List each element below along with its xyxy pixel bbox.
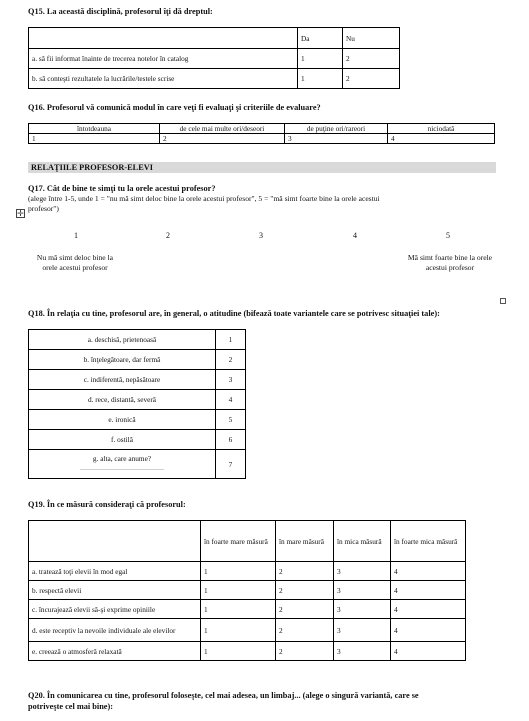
table-row — [29, 330, 246, 350]
q15-header-nu: Nu — [343, 28, 400, 49]
q19-row-b-2[interactable]: 2 — [276, 581, 334, 600]
q15-row-a-label: a. să fii informat înainte de trecerea notelor în catalog — [29, 49, 298, 69]
q15-header-empty — [29, 28, 298, 49]
q16-header-3: de puţine ori/rareori — [285, 124, 388, 134]
q17-scale-1[interactable]: 1 — [74, 231, 78, 240]
table-row — [29, 450, 246, 479]
q19-row-a-1[interactable]: 1 — [201, 562, 276, 581]
table-row — [29, 410, 246, 430]
q17-low-label: Nu mă simt deloc bine la orele acestui profesor — [36, 253, 114, 272]
table-row — [29, 562, 466, 581]
checkbox-icon[interactable] — [500, 298, 506, 304]
q19-row-a-label: a. tratează toţi elevii în mod egal — [29, 562, 201, 581]
q19-header-empty — [29, 521, 201, 562]
q17-scale-4[interactable]: 4 — [353, 231, 357, 240]
q19-row-b-3[interactable]: 3 — [334, 581, 391, 600]
q18-option-d: d. rece, distantă, severă — [29, 390, 216, 410]
q19-row-e-1[interactable]: 1 — [201, 642, 276, 661]
q16-header-4: niciodată — [388, 124, 495, 134]
q19-header-3: în mica măsură — [334, 521, 391, 562]
q19-row-d-label: d. este receptiv la nevoile individuale ale elevilor — [29, 619, 201, 642]
q19-row-e-label: e. creează o atmosferă relaxată — [29, 642, 201, 661]
q19-row-c-label: c. încurajează elevii să-şi exprime opiniile — [29, 600, 201, 619]
q15-title: Q15. La această disciplină, profesorul îţi dă dreptul: — [28, 7, 213, 16]
q17-scale-3[interactable]: 3 — [259, 231, 263, 240]
q18-option-c: c. indiferentă, nepăsătoare — [29, 370, 216, 390]
q17-high-label: Mă simt foarte bine la orele acestui profesor — [407, 253, 493, 272]
q17-instruction-1: (alege între 1-5, unde 1 = "nu mă simt deloc bine la orele acestui profesor", 5 = "mă simt foarte bine la orele acestui — [28, 194, 380, 203]
q19-row-e-2[interactable]: 2 — [276, 642, 334, 661]
q19-row-d-4[interactable]: 4 — [391, 619, 466, 642]
q18-option-a: a. deschisă, prietenoasă — [29, 330, 216, 350]
q18-code-4[interactable]: 4 — [216, 390, 246, 410]
q15-row-b-label: b. să conteşti rezultatele la lucrările/testele scrise — [29, 69, 298, 89]
q15-row-a-da[interactable]: 1 — [298, 49, 343, 69]
q17-scale-2[interactable]: 2 — [166, 231, 170, 240]
q18-option-b: b. înţelegătoare, dar fermă — [29, 350, 216, 370]
q19-row-a-4[interactable]: 4 — [391, 562, 466, 581]
q18-code-6[interactable]: 6 — [216, 430, 246, 450]
q17-instruction-2: profesor") — [28, 204, 59, 213]
q15-header-da: Da — [298, 28, 343, 49]
table-row — [29, 619, 466, 642]
q16-value-2[interactable]: 2 — [160, 134, 285, 144]
q18-table — [28, 329, 246, 479]
q15-row-b-da[interactable]: 1 — [298, 69, 343, 89]
q18-code-5[interactable]: 5 — [216, 410, 246, 430]
q17-title: Q17. Cât de bine te simţi tu la orele acestui profesor? — [28, 184, 216, 193]
q18-option-g-dots[interactable]: …………………………………… — [80, 466, 164, 472]
q20-title-line1: Q20. În comunicarea cu tine, profesorul foloseşte, cel mai adesea, un limbaj... (alege o singură variantă, care se — [28, 691, 419, 700]
q16-value-4[interactable]: 4 — [388, 134, 495, 144]
q15-row-a-nu[interactable]: 2 — [343, 49, 400, 69]
table-row — [29, 642, 466, 661]
q19-header-2: în mare măsură — [276, 521, 334, 562]
q19-row-a-2[interactable]: 2 — [276, 562, 334, 581]
q19-row-d-2[interactable]: 2 — [276, 619, 334, 642]
q15-row-b-nu[interactable]: 2 — [343, 69, 400, 89]
move-handle-icon[interactable]: ✛ — [17, 209, 24, 218]
table-row — [29, 430, 246, 450]
q19-header-4: în foarte mica măsură — [391, 521, 466, 562]
q16-table — [28, 123, 495, 144]
table-row — [29, 581, 466, 600]
q19-row-b-4[interactable]: 4 — [391, 581, 466, 600]
q18-option-g — [29, 450, 216, 479]
table-row — [29, 370, 246, 390]
table-row — [29, 69, 400, 89]
q19-row-c-4[interactable]: 4 — [391, 600, 466, 619]
q19-row-c-2[interactable]: 2 — [276, 600, 334, 619]
q19-row-c-3[interactable]: 3 — [334, 600, 391, 619]
q18-code-7[interactable]: 7 — [216, 450, 246, 479]
q16-value-3[interactable]: 3 — [285, 134, 388, 144]
q16-header-1: întotdeauna — [29, 124, 160, 134]
q20-title-line2: potriveşte cel mai bine): — [28, 702, 114, 711]
q16-header-2: de cele mai multe ori/deseori — [160, 124, 285, 134]
q19-row-c-1[interactable]: 1 — [201, 600, 276, 619]
q19-header-1: în foarte mare măsură — [201, 521, 276, 562]
q19-row-e-4[interactable]: 4 — [391, 642, 466, 661]
table-row — [29, 134, 495, 144]
q19-row-b-label: b. respectă elevii — [29, 581, 201, 600]
table-row — [29, 350, 246, 370]
q19-title: Q19. În ce măsură consideraţi că profesorul: — [28, 500, 186, 509]
table-row — [29, 390, 246, 410]
q19-row-b-1[interactable]: 1 — [201, 581, 276, 600]
q18-code-1[interactable]: 1 — [216, 330, 246, 350]
q18-code-2[interactable]: 2 — [216, 350, 246, 370]
q19-row-d-3[interactable]: 3 — [334, 619, 391, 642]
q18-title: Q18. În relaţia cu tine, profesorul are, în general, o atitudine (bifează toate variantele care se potrivesc situaţiei tale): — [28, 309, 440, 318]
q19-row-e-3[interactable]: 3 — [334, 642, 391, 661]
q19-row-d-1[interactable]: 1 — [201, 619, 276, 642]
section-header: RELAŢIILE PROFESOR-ELEVI — [28, 162, 496, 173]
q17-scale-5[interactable]: 5 — [446, 231, 450, 240]
q19-row-a-3[interactable]: 3 — [334, 562, 391, 581]
q16-value-1[interactable]: 1 — [29, 134, 160, 144]
q18-option-g-label: g. alta, care anume? — [92, 454, 152, 463]
q15-table — [28, 27, 400, 89]
q18-code-3[interactable]: 3 — [216, 370, 246, 390]
q18-option-e: e. ironică — [29, 410, 216, 430]
q18-option-f: f. ostilă — [29, 430, 216, 450]
q19-table — [28, 520, 466, 661]
q16-title: Q16. Profesorul vă comunică modul în care veţi fi evaluaţi şi criteriile de evaluare? — [28, 103, 321, 112]
table-row — [29, 600, 466, 619]
table-row — [29, 49, 400, 69]
